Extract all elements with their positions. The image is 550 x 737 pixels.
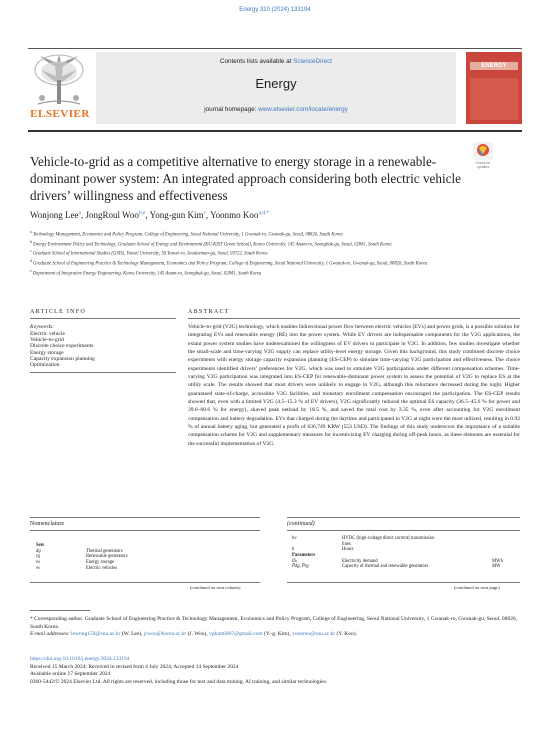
journal-homepage bbox=[96, 106, 456, 113]
sciencedirect-link[interactable]: ScienceDirect bbox=[293, 58, 332, 65]
continued-title: (continued) bbox=[287, 521, 315, 527]
nomenclature-row: dg Thermal generators bbox=[36, 548, 123, 554]
article-title: Vehicle-to-grid as a competitive alternative to energy storage in a renewable-dominant power system: An integrated approach considering both electric vehicle drivers’ willingness and effectiveness bbox=[30, 154, 462, 203]
contents-line bbox=[96, 58, 456, 65]
nomenclature-row: rg Renewable generators bbox=[36, 554, 128, 560]
nomenclature-end-rule bbox=[30, 582, 260, 583]
journal-citation[interactable]: Energy 310 (2024) 133194 bbox=[239, 7, 311, 13]
journal-name: Energy bbox=[255, 76, 297, 91]
nomenclature-row: Dₕ Electricity demand MWh bbox=[292, 558, 503, 564]
abstract-rule bbox=[188, 318, 520, 319]
homepage-prefix: journal homepage: bbox=[204, 106, 259, 113]
author-affil-mark[interactable]: a bbox=[78, 210, 81, 216]
cover-image-area bbox=[470, 78, 518, 120]
nomenclature-row: h Hours bbox=[292, 547, 354, 553]
nomenclature-row: hv HVDC (high-voltage direct current) transmission bbox=[292, 536, 435, 541]
keyword: Energy storage bbox=[30, 349, 64, 356]
affiliation: $^d$ Graduate School of Engineering Practice & Technology Management, Economics and Policy Program, College of Engineering, Seoul National University, 1 Gwanak-ro, Gwanak-gu, Seoul, 08826, South Korea bbox=[30, 258, 428, 267]
article-info-heading: ARTICLE INFO bbox=[30, 309, 87, 315]
email-addresses: E-mail addresses: lewnng159@snu.ac.kr (W. Lee), jrwoo@korea.ac.kr (J. Woo), ygkim6007@gmail.com (Y.-g. Kim), yoonmo@snu.ac.kr (Y. Koo). bbox=[30, 631, 357, 638]
nomenclature-table bbox=[36, 543, 256, 571]
author-affil-mark[interactable]: b,e bbox=[138, 210, 146, 216]
journal-cover-thumbnail[interactable] bbox=[466, 52, 522, 124]
nomenclature-row: lines bbox=[342, 541, 351, 547]
nomenclature-row: es Energy storage bbox=[36, 560, 115, 566]
online-date: Available online 17 September 2024 bbox=[30, 671, 111, 678]
author-name[interactable]: Wonjong Lee bbox=[30, 210, 79, 220]
abstract-heading: ABSTRACT bbox=[188, 309, 230, 315]
author-list: Wonjong Lee$^a$, JongRoul Woo$^{b,e}$, Yong-gun Kim$^c$, Yoonmo Koo$^{a,d,*}$ bbox=[30, 210, 270, 220]
keyword-list bbox=[30, 331, 170, 368]
author-affil-mark[interactable]: a,d,* bbox=[258, 210, 270, 216]
header-top-rule bbox=[28, 48, 522, 49]
doi-link[interactable]: https://doi.org/10.1016/j.energy.2024.133194 bbox=[30, 656, 130, 662]
email-link[interactable]: yoonmo@snu.ac.kr bbox=[292, 631, 336, 638]
publisher-wordmark[interactable]: ELSEVIER bbox=[30, 108, 90, 120]
journal-masthead bbox=[96, 52, 456, 124]
keyword: Vehicle-to-grid bbox=[30, 337, 64, 344]
keyword: Electric vehicle bbox=[30, 331, 65, 337]
publication-info bbox=[30, 656, 520, 686]
affiliations bbox=[30, 229, 470, 277]
nomenclature-group: Sets bbox=[36, 543, 45, 548]
footnote-rule bbox=[30, 610, 90, 611]
footnotes bbox=[30, 616, 520, 639]
nomenclature-rule bbox=[30, 517, 260, 518]
author-name[interactable]: Yong-gun Kim bbox=[149, 210, 204, 220]
contents-prefix: Contents lists available at bbox=[219, 58, 294, 65]
keywords-label: Keywords: bbox=[30, 324, 55, 330]
affiliation: $^c$ Graduate School of International Studies (GSIS), Yonsei University, 50 Yonsei-ro, Seodaemun-gu, Seoul, 03722, South Korea bbox=[30, 249, 268, 257]
nomenclature-header-rule bbox=[30, 530, 260, 531]
affiliation: $^a$ Technology Management, Economics and Policy Program, College of Engineering, Seoul National University, 1 Gwanak-ro, Gwanak-gu, Seoul, 08826, South Korea bbox=[30, 230, 343, 238]
author-affil-mark[interactable]: c bbox=[203, 210, 206, 216]
crossmark-label: Check for updates bbox=[475, 161, 491, 169]
homepage-link[interactable]: www.elsevier.com/locate/energy bbox=[258, 106, 348, 113]
affiliation: $^b$ Energy Environment Policy and Technology, Graduate School of Energy and Environment (KU-KIST Green School), Korea University, 145 Anam-ro, Seongbuk-gu, Seoul, 02841, South Korea bbox=[30, 239, 392, 248]
keyword: Discrete choice experiments bbox=[30, 343, 94, 350]
corresponding-author-note: * Corresponding author. Graduate School of Engineering Practice & Technology Management, Economics and Policy Program, College of Engineering, Seoul National University, 1 Gwanak-ro, Gwanak-gu, Seoul, 08826, South Korea. bbox=[30, 616, 518, 630]
nomenclature-row: ev Electric vehicles bbox=[36, 565, 118, 571]
continued-header-rule bbox=[287, 530, 520, 531]
email-link[interactable]: jrwoo@korea.ac.kr bbox=[143, 631, 187, 638]
keyword: Optimization bbox=[30, 362, 60, 369]
keywords-end-rule bbox=[30, 372, 176, 373]
nomenclature-group: Parameters bbox=[292, 553, 316, 559]
received-dates: Received 15 March 2024; Received in revised form 4 July 2024; Accepted 14 September 2024 bbox=[30, 663, 239, 670]
continued-rule bbox=[287, 517, 520, 518]
check-for-updates-badge[interactable] bbox=[470, 141, 496, 171]
cover-title: ENERGY bbox=[481, 63, 507, 69]
crossmark-icon bbox=[470, 141, 496, 161]
header-bottom-rule bbox=[28, 130, 522, 132]
abstract-text: Vehicle-to-grid (V2G) technology, which enables bidirectional power flow between electric vehicles (EVs) and power grids, is a possible solution for integrating EVs and renewable energy (RE) into the power system. While EV drivers are indispensable components for the V2G applications, the extant power system studies have underexamined the willingness of EV drivers to participate in V2G. In addition, few studies investigate whether the small-scale and time-varying V2G supply can replace utility-level energy storage. Given this background, this study combined discrete choice experiments with energy storage capacity expansion planning (ES-CEP) to simulate time-varying V2G participation and effectiveness. The choice experiments identified drivers’ preferences for V2G, which was used to simulate V2G participation under different compensation schemes. Time-varying V2G participation was integrated into ES-CEP for renewable-dominant power system to assess the potential of V2G to replace ES at the utility scale. The results showed that most drivers were unlikely to engage in V2G, although this reluctance decreased during the night. Higher guaranteed state-of-charge, accessible V2G facilities, and monetary enrollment compensation encouraged the participation. The ES-CEP results showed that, even with a limited V2G (4.5–15.3 % of EV drivers), V2G significantly reduced the optimal ES capacity (36.5–45.6 % for power and 39.6–60.6 % for energy), shaved peak netload by 18.5 %, and saved the total cost by 3.35 %, even after accounting for V2G enrollment compensation and battery degradation. EVs that charged during the daytime and participated in V2G at night were the most utilized, resulting in 0.92 % of annual battery aging, but generated a profit of 636,749 KRW (553 USD). The findings of this study underscore the importance of a suitable compensation scheme for V2G and supplementary measures for incentivizing EV charging during off-peak hours, as these elements are essential for the successful implementation of V2G. bbox=[188, 324, 520, 447]
copyright-notice: 0360-5442/© 2024 Elsevier Ltd. All rights are reserved, including those for text and data mining, AI training, and similar technologies. bbox=[30, 678, 328, 685]
nomenclature-row: P̄dg, P̄rg Capacity of thermal and renewable generators MW bbox=[292, 564, 501, 570]
email-link[interactable]: lewnng159@snu.ac.kr bbox=[71, 631, 121, 638]
author-name[interactable]: JongRoul Woo bbox=[85, 210, 139, 220]
nomenclature-title: Nomenclature bbox=[30, 521, 64, 527]
nomenclature-continued-table bbox=[292, 536, 520, 570]
continued-next-column: (continued on next column) bbox=[190, 585, 241, 590]
keyword: Capacity expansion planning bbox=[30, 355, 95, 362]
continued-next-page: (continued on next page) bbox=[454, 585, 500, 590]
affiliation: $^e$ Department of Integrative Energy Engineering, Korea University, 145 Anam-ro, Seongbuk-gu, Seoul, 02841, South Korea bbox=[30, 268, 262, 277]
author-name[interactable]: Yoonmo Koo bbox=[210, 210, 259, 220]
article-info-rule bbox=[30, 318, 176, 319]
email-link[interactable]: ygkim6007@gmail.com bbox=[209, 631, 263, 638]
continued-end-rule bbox=[287, 582, 520, 583]
